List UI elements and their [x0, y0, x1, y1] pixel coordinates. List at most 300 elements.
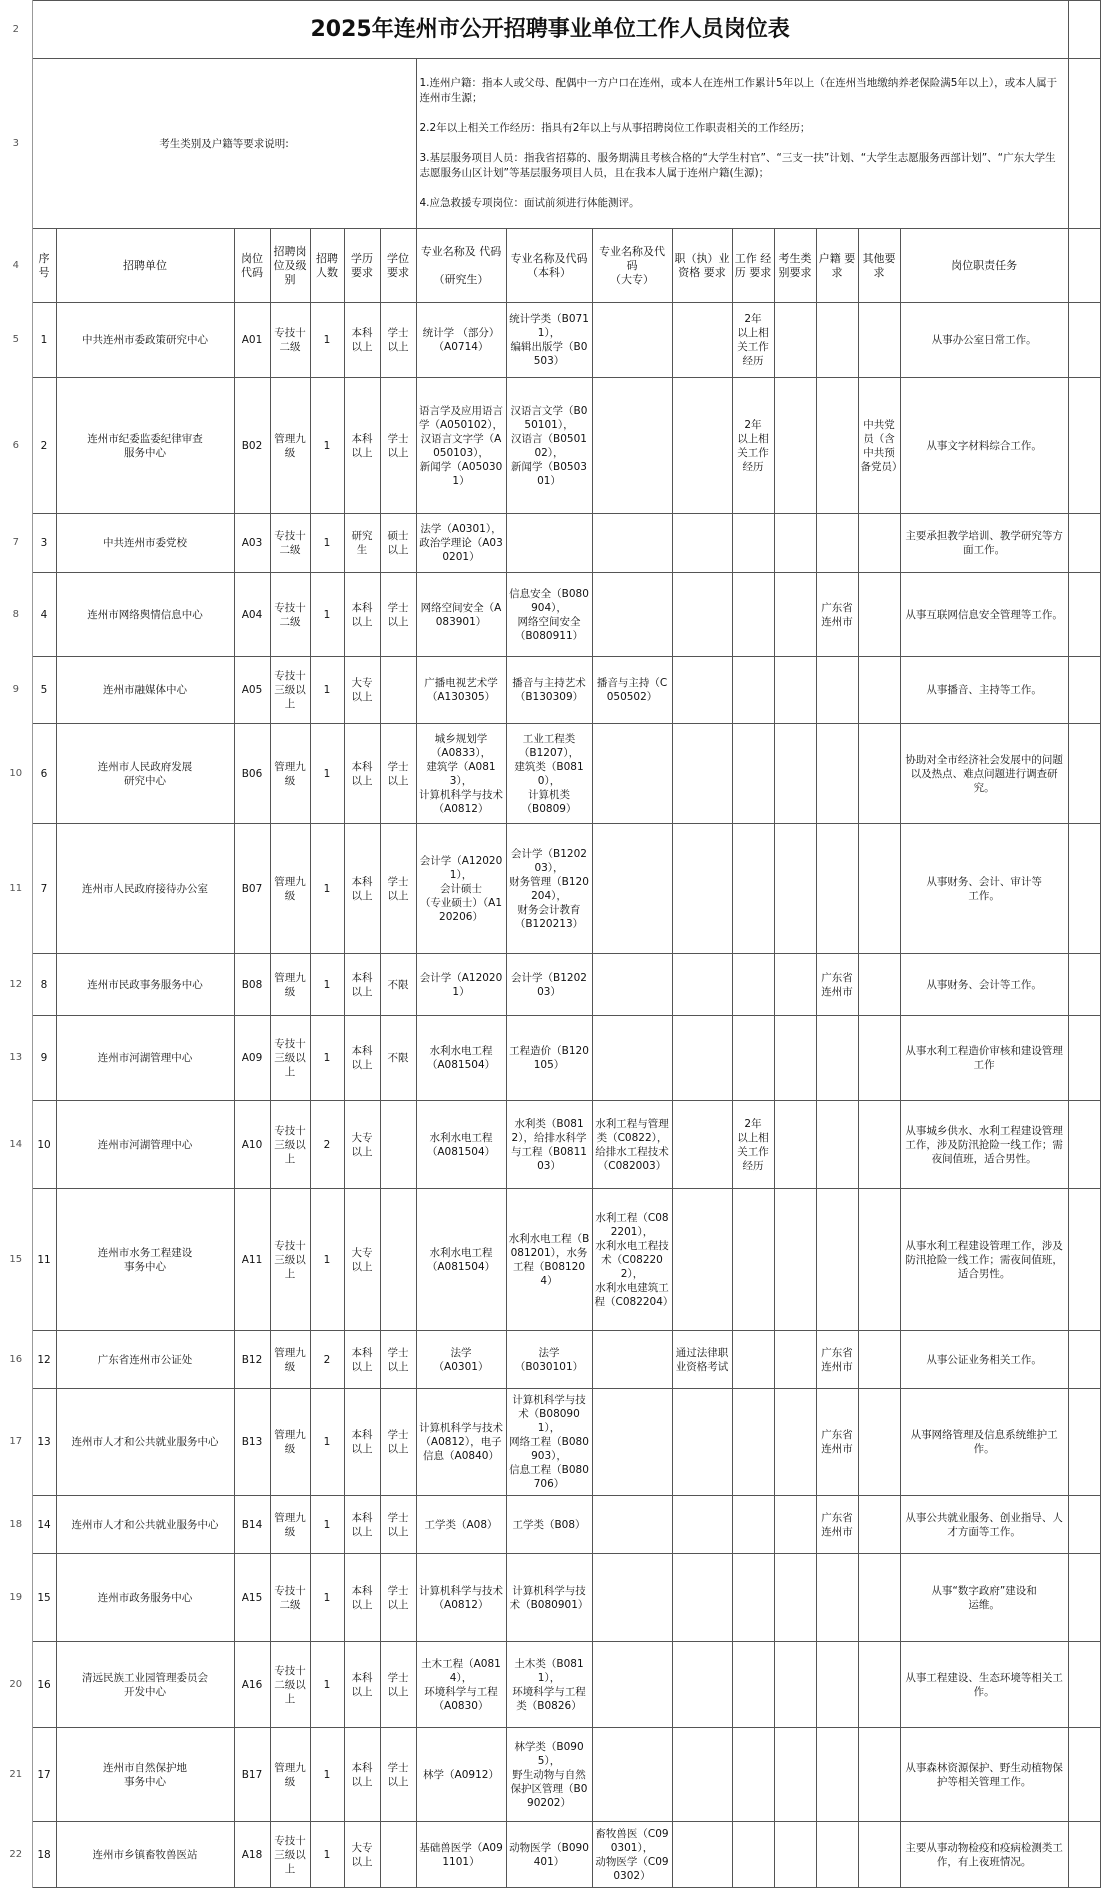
table-cell: 连州市网络舆情信息中心 [56, 573, 234, 657]
overflow-cell [1068, 573, 1100, 657]
table-cell: A09 [234, 1016, 270, 1101]
header-cell: 岗位代码 [234, 229, 270, 303]
table-cell [816, 824, 858, 954]
table-cell: A04 [234, 573, 270, 657]
row-number: 13 [0, 1016, 32, 1101]
table-row [0, 1642, 1100, 1728]
page-title: 2025年连州市公开招聘事业单位工作人员岗位表 [32, 1, 1068, 59]
table-cell [592, 1554, 672, 1642]
table-cell [732, 514, 774, 573]
table-cell [774, 1016, 816, 1101]
table-cell [672, 824, 732, 954]
table-cell: 从事工程建设、生态环境等相关工作。 [900, 1642, 1068, 1728]
table-cell: 2年 以上相关工作经历 [732, 378, 774, 514]
table-cell [732, 657, 774, 724]
table-cell [672, 954, 732, 1016]
table-cell: 本科以上 [344, 824, 380, 954]
table-cell: 管理九级 [270, 1728, 310, 1822]
table-cell: 1 [310, 378, 344, 514]
overflow-cell [1068, 657, 1100, 724]
table-cell [774, 824, 816, 954]
table-cell: 中共连州市委党校 [56, 514, 234, 573]
row-number: 19 [0, 1554, 32, 1642]
table-cell: A10 [234, 1101, 270, 1189]
table-cell [592, 1496, 672, 1554]
overflow-cell [1068, 1189, 1100, 1331]
table-cell: 11 [32, 1189, 56, 1331]
table-cell: 本科以上 [344, 303, 380, 378]
row-number: 6 [0, 378, 32, 514]
table-cell [858, 1101, 900, 1189]
table-row [0, 514, 1100, 573]
table-cell: 工业工程类 （B1207）， 建筑类（B0810）， 计算机类 （B0809） [506, 724, 592, 824]
table-cell: 从事森林资源保护、野生动植物保护等相关管理工作。 [900, 1728, 1068, 1822]
table-cell: 13 [32, 1389, 56, 1496]
table-cell: 从事水利工程建设管理工作，涉及防汛抢险一线工作；需夜间值班，适合男性。 [900, 1189, 1068, 1331]
table-cell: 学士以上 [380, 303, 416, 378]
table-cell: 从事“数字政府”建设和 运维。 [900, 1554, 1068, 1642]
table-cell: 学士以上 [380, 573, 416, 657]
table-cell: 统计学 （部分） （A0714） [416, 303, 506, 378]
table-cell: 水利水电工程 （A081504） [416, 1101, 506, 1189]
table-cell [672, 724, 732, 824]
table-cell: 从事财务、会计、审计等 工作。 [900, 824, 1068, 954]
table-cell [816, 378, 858, 514]
row-number: 3 [0, 59, 32, 229]
table-cell [732, 1016, 774, 1101]
table-cell: A18 [234, 1822, 270, 1888]
table-cell: B12 [234, 1331, 270, 1389]
table-cell: 广东省连州市 [816, 573, 858, 657]
table-cell [816, 1728, 858, 1822]
table-cell: 本科以上 [344, 378, 380, 514]
table-cell [816, 1642, 858, 1728]
table-cell [858, 1016, 900, 1101]
table-cell: 1 [310, 514, 344, 573]
table-cell: 管理九级 [270, 378, 310, 514]
table-cell: 从事文字材料综合工作。 [900, 378, 1068, 514]
table-cell: 广东省连州市公证处 [56, 1331, 234, 1389]
table-cell: 城乡规划学 （A0833）， 建筑学（A0813）， 计算机科学与技术（A0812） [416, 724, 506, 824]
table-cell: 1 [310, 1189, 344, 1331]
table-cell: 本科以上 [344, 573, 380, 657]
table-cell: 本科以上 [344, 1642, 380, 1728]
table-cell: 中共连州市委政策研究中心 [56, 303, 234, 378]
table-cell: 管理九级 [270, 824, 310, 954]
title-row [0, 1, 1100, 59]
table-cell: 学士以上 [380, 1331, 416, 1389]
table-cell: A11 [234, 1189, 270, 1331]
table-cell [858, 724, 900, 824]
table-row [0, 657, 1100, 724]
table-cell: A15 [234, 1554, 270, 1642]
table-cell: 管理九级 [270, 1331, 310, 1389]
table-cell: 大专以上 [344, 1101, 380, 1189]
table-cell: 语言学及应用语言学（A050102）， 汉语言文字学（A050103）， 新闻学（A050301） [416, 378, 506, 514]
table-cell [732, 1728, 774, 1822]
table-cell [732, 573, 774, 657]
table-cell: 工学类（B08） [506, 1496, 592, 1554]
table-cell: B13 [234, 1389, 270, 1496]
table-cell: 专技十二级 [270, 514, 310, 573]
table-row [0, 1389, 1100, 1496]
table-cell: 7 [32, 824, 56, 954]
table-cell [592, 378, 672, 514]
table-cell: 从事互联网信息安全管理等工作。 [900, 573, 1068, 657]
table-cell: 2年 以上相关工作经历 [732, 303, 774, 378]
table-cell: 不限 [380, 954, 416, 1016]
table-row [0, 954, 1100, 1016]
table-cell [774, 724, 816, 824]
table-cell [774, 657, 816, 724]
table-cell [672, 303, 732, 378]
table-cell: 1 [310, 1496, 344, 1554]
table-cell: 会计学（A120201）， 会计硕士 （专业硕士）（A120206） [416, 824, 506, 954]
table-cell: 水利工程（C082201）， 水利水电工程技术（C082202）， 水利水电建筑工程（C082204） [592, 1189, 672, 1331]
table-cell [774, 303, 816, 378]
table-cell: 播音与主持艺术（B130309） [506, 657, 592, 724]
table-cell: 学士以上 [380, 824, 416, 954]
table-cell: 从事公共就业服务、创业指导、人才方面等工作。 [900, 1496, 1068, 1554]
table-cell: 学士以上 [380, 724, 416, 824]
table-cell: 计算机科学与技术（A0812），电子信息（A0840） [416, 1389, 506, 1496]
table-cell: 专技十二级以上 [270, 1642, 310, 1728]
row-number: 14 [0, 1101, 32, 1189]
table-cell [816, 303, 858, 378]
overflow-cell [1068, 1016, 1100, 1101]
table-cell [774, 1189, 816, 1331]
header-cell: 招聘单位 [56, 229, 234, 303]
table-cell: 从事网络管理及信息系统维护工作。 [900, 1389, 1068, 1496]
table-cell: 主要承担教学培训、教学研究等方面工作。 [900, 514, 1068, 573]
table-cell: 学士以上 [380, 1728, 416, 1822]
row-number: 10 [0, 724, 32, 824]
row-number: 9 [0, 657, 32, 724]
table-cell: 协助对全市经济社会发展中的问题以及热点、难点问题进行调查研究。 [900, 724, 1068, 824]
table-cell: 林学（A0912） [416, 1728, 506, 1822]
table-row [0, 1554, 1100, 1642]
table-cell: 2 [32, 378, 56, 514]
table-cell [774, 954, 816, 1016]
overflow-cell [1068, 1728, 1100, 1822]
table-cell: 6 [32, 724, 56, 824]
table-cell [592, 824, 672, 954]
row-number: 22 [0, 1822, 32, 1888]
notes-text [416, 59, 1068, 229]
overflow-cell [1068, 1389, 1100, 1496]
table-cell [858, 1728, 900, 1822]
table-cell: 管理九级 [270, 1496, 310, 1554]
table-cell [816, 1101, 858, 1189]
table-cell: 法学 （B030101） [506, 1331, 592, 1389]
table-cell: 学士以上 [380, 1496, 416, 1554]
table-cell: 广东省连州市 [816, 1331, 858, 1389]
table-cell [816, 1016, 858, 1101]
table-cell: 1 [32, 303, 56, 378]
header-cell: 户籍 要求 [816, 229, 858, 303]
table-cell: 水利水电工程（B081201），水务工程（B081204） [506, 1189, 592, 1331]
table-cell: 畜牧兽医（C090301）， 动物医学（C090302） [592, 1822, 672, 1888]
overflow-cell [1068, 1331, 1100, 1389]
table-cell [774, 514, 816, 573]
table-cell: 16 [32, 1642, 56, 1728]
note-item: 3.基层服务项目人员：指我省招募的、服务期满且考核合格的“大学生村官”、“三支一扶”计划、“大学生志愿服务西部计划”、“广东大学生志愿服务山区计划”等基层服务项目人员，且在我本人属于连州户籍(生源)； [419, 152, 1056, 179]
table-cell [858, 1496, 900, 1554]
table-cell [774, 1728, 816, 1822]
table-cell [858, 573, 900, 657]
table-cell [858, 514, 900, 573]
row-number: 2 [0, 1, 32, 59]
table-cell: A05 [234, 657, 270, 724]
table-cell [774, 573, 816, 657]
table-cell: 大专以上 [344, 1822, 380, 1888]
overflow-cell [1068, 303, 1100, 378]
table-cell: 1 [310, 657, 344, 724]
table-cell: 法学（A0301）， 政治学理论（A030201） [416, 514, 506, 573]
overflow-cell [1068, 1642, 1100, 1728]
table-cell [774, 1331, 816, 1389]
overflow-cell [1068, 824, 1100, 954]
table-cell: 学士以上 [380, 378, 416, 514]
table-cell [672, 514, 732, 573]
header-cell: 序号 [32, 229, 56, 303]
table-cell [592, 1728, 672, 1822]
table-cell [672, 1822, 732, 1888]
table-cell: 大专以上 [344, 657, 380, 724]
table-cell: 学士以上 [380, 1642, 416, 1728]
table-cell: 硕士以上 [380, 514, 416, 573]
table-cell: 广东省连州市 [816, 1496, 858, 1554]
table-cell: 连州市人才和公共就业服务中心 [56, 1496, 234, 1554]
table-cell: 计算机科学与技术（B080901）， 网络工程（B080903）， 信息工程（B080706） [506, 1389, 592, 1496]
table-cell: 本科以上 [344, 1554, 380, 1642]
overflow-cell [1068, 954, 1100, 1016]
table-row [0, 1016, 1100, 1101]
header-cell: 学位要求 [380, 229, 416, 303]
table-cell: A01 [234, 303, 270, 378]
header-cell: 其他要求 [858, 229, 900, 303]
table-cell: 专技十二级 [270, 1554, 310, 1642]
table-cell [816, 514, 858, 573]
table-cell [672, 1016, 732, 1101]
table-cell [774, 1496, 816, 1554]
header-cell: 招聘岗位及级别 [270, 229, 310, 303]
table-cell [774, 1389, 816, 1496]
table-cell [816, 657, 858, 724]
table-cell [858, 657, 900, 724]
table-cell [732, 724, 774, 824]
table-row [0, 724, 1100, 824]
table-cell [380, 1822, 416, 1888]
table-cell: 连州市政务服务中心 [56, 1554, 234, 1642]
table-cell [774, 1101, 816, 1189]
note-item: 2.2年以上相关工作经历：指具有2年以上与从事招聘岗位工作职责相关的工作经历； [419, 122, 811, 134]
row-number: 5 [0, 303, 32, 378]
table-cell: B08 [234, 954, 270, 1016]
row-number: 7 [0, 514, 32, 573]
table-cell [592, 573, 672, 657]
table-cell: 1 [310, 724, 344, 824]
header-cell: 职（执）业资格 要求 [672, 229, 732, 303]
table-cell [732, 1496, 774, 1554]
row-number: 18 [0, 1496, 32, 1554]
header-cell: 专业名称及 代码 （研究生） [416, 229, 506, 303]
row-number: 11 [0, 824, 32, 954]
table-cell [592, 303, 672, 378]
table-cell: 大专以上 [344, 1189, 380, 1331]
table-cell: 从事城乡供水、水利工程建设管理工作，涉及防汛抢险一线工作；需夜间值班，适合男性。 [900, 1101, 1068, 1189]
overflow-cell [1068, 1822, 1100, 1888]
table-row [0, 1189, 1100, 1331]
table-cell: 专技十三级以上 [270, 1101, 310, 1189]
table-cell: A03 [234, 514, 270, 573]
table-cell [858, 1331, 900, 1389]
table-cell: 土木工程（A0814）， 环境科学与工程（A0830） [416, 1642, 506, 1728]
table-cell: 2 [310, 1101, 344, 1189]
table-cell [732, 1389, 774, 1496]
header-row [0, 229, 1100, 303]
table-cell [672, 378, 732, 514]
table-row [0, 1728, 1100, 1822]
table-cell: 专技十三级以上 [270, 657, 310, 724]
table-cell: 连州市乡镇畜牧兽医站 [56, 1822, 234, 1888]
overflow-cell [1068, 229, 1100, 303]
header-cell: 学历要求 [344, 229, 380, 303]
table-cell: 动物医学（B090401） [506, 1822, 592, 1888]
table-cell [774, 1554, 816, 1642]
table-cell: 工学类（A08） [416, 1496, 506, 1554]
table-cell: 研究生 [344, 514, 380, 573]
table-cell: 水利工程与管理类（C0822）， 给排水工程技术（C082003） [592, 1101, 672, 1189]
table-cell: 专技十三级以上 [270, 1189, 310, 1331]
table-cell: 连州市河湖管理中心 [56, 1016, 234, 1101]
table-cell [380, 657, 416, 724]
table-cell: 1 [310, 1822, 344, 1888]
row-number: 21 [0, 1728, 32, 1822]
table-cell: 计算机科学与技术（B080901） [506, 1554, 592, 1642]
table-cell [672, 657, 732, 724]
table-cell: 15 [32, 1554, 56, 1642]
table-cell: 连州市河湖管理中心 [56, 1101, 234, 1189]
table-cell: 计算机科学与技术（A0812） [416, 1554, 506, 1642]
header-cell: 专业名称及代码 （本科） [506, 229, 592, 303]
table-cell: 水利水电工程 （A081504） [416, 1016, 506, 1101]
table-cell: 本科以上 [344, 1016, 380, 1101]
note-item: 4.应急救援专项岗位：面试前须进行体能测评。 [419, 197, 640, 209]
table-cell: 1 [310, 1642, 344, 1728]
table-cell: 学士以上 [380, 1389, 416, 1496]
table-cell: 2 [310, 1331, 344, 1389]
table-cell: B07 [234, 824, 270, 954]
table-cell [672, 1496, 732, 1554]
table-cell: 连州市水务工程建设 事务中心 [56, 1189, 234, 1331]
header-cell: 工作 经历 要求 [732, 229, 774, 303]
row-number: 8 [0, 573, 32, 657]
table-cell [732, 954, 774, 1016]
header-cell: 招聘人数 [310, 229, 344, 303]
table-row [0, 1496, 1100, 1554]
table-cell: 主要从事动物检疫和疫病检测类工作，有上夜班情况。 [900, 1822, 1068, 1888]
table-cell [732, 1642, 774, 1728]
table-cell: 5 [32, 657, 56, 724]
overflow-cell [1068, 1, 1100, 59]
table-cell [858, 824, 900, 954]
table-cell [592, 514, 672, 573]
table-cell: 3 [32, 514, 56, 573]
table-cell: 会计学（B120203） [506, 954, 592, 1016]
table-cell: 网络空间安全（A083901） [416, 573, 506, 657]
table-cell: 10 [32, 1101, 56, 1189]
row-number: 12 [0, 954, 32, 1016]
table-cell: 专技十三级以上 [270, 1016, 310, 1101]
table-cell: A16 [234, 1642, 270, 1728]
table-cell [858, 1642, 900, 1728]
header-cell: 考生类别要求 [774, 229, 816, 303]
table-cell [672, 1189, 732, 1331]
table-cell [592, 724, 672, 824]
table-cell [592, 954, 672, 1016]
table-cell: 管理九级 [270, 1389, 310, 1496]
table-cell: 从事水利工程造价审核和建设管理工作 [900, 1016, 1068, 1101]
table-cell: 18 [32, 1822, 56, 1888]
table-cell [732, 1822, 774, 1888]
table-cell: 1 [310, 1389, 344, 1496]
table-cell: 中共党员（含中共预备党员） [858, 378, 900, 514]
table-cell: 本科以上 [344, 1496, 380, 1554]
table-cell: 本科以上 [344, 954, 380, 1016]
table-cell: 不限 [380, 1016, 416, 1101]
table-cell [816, 1822, 858, 1888]
table-cell [858, 954, 900, 1016]
overflow-cell [1068, 59, 1100, 229]
notes-label: 考生类别及户籍等要求说明: [32, 59, 416, 229]
table-cell: 通过法律职业资格考试 [672, 1331, 732, 1389]
table-cell: 工程造价（B120105） [506, 1016, 592, 1101]
row-number: 17 [0, 1389, 32, 1496]
table-cell: 连州市融媒体中心 [56, 657, 234, 724]
table-cell [858, 303, 900, 378]
table-cell [816, 1189, 858, 1331]
row-number: 20 [0, 1642, 32, 1728]
table-cell [858, 1389, 900, 1496]
table-cell [592, 1331, 672, 1389]
table-cell: 连州市纪委监委纪律审查 服务中心 [56, 378, 234, 514]
table-cell: 从事播音、主持等工作。 [900, 657, 1068, 724]
table-cell: 从事财务、会计等工作。 [900, 954, 1068, 1016]
table-cell: 广播电视艺术学（A130305） [416, 657, 506, 724]
table-cell [858, 1822, 900, 1888]
table-cell: 法学 （A0301） [416, 1331, 506, 1389]
table-cell: 1 [310, 573, 344, 657]
table-cell: 1 [310, 1554, 344, 1642]
overflow-cell [1068, 724, 1100, 824]
table-cell: 广东省连州市 [816, 954, 858, 1016]
table-cell: 14 [32, 1496, 56, 1554]
table-cell: 1 [310, 1016, 344, 1101]
table-cell: 清远民族工业园管理委员会 开发中心 [56, 1642, 234, 1728]
table-cell: 水利水电工程 （A081504） [416, 1189, 506, 1331]
table-cell: 1 [310, 303, 344, 378]
table-cell: B02 [234, 378, 270, 514]
table-cell: 基础兽医学（A091101） [416, 1822, 506, 1888]
table-cell [774, 1642, 816, 1728]
table-row [0, 303, 1100, 378]
table-row [0, 824, 1100, 954]
overflow-cell [1068, 1101, 1100, 1189]
table-cell [672, 1642, 732, 1728]
table-cell: 从事办公室日常工作。 [900, 303, 1068, 378]
table-cell: 学士以上 [380, 1554, 416, 1642]
